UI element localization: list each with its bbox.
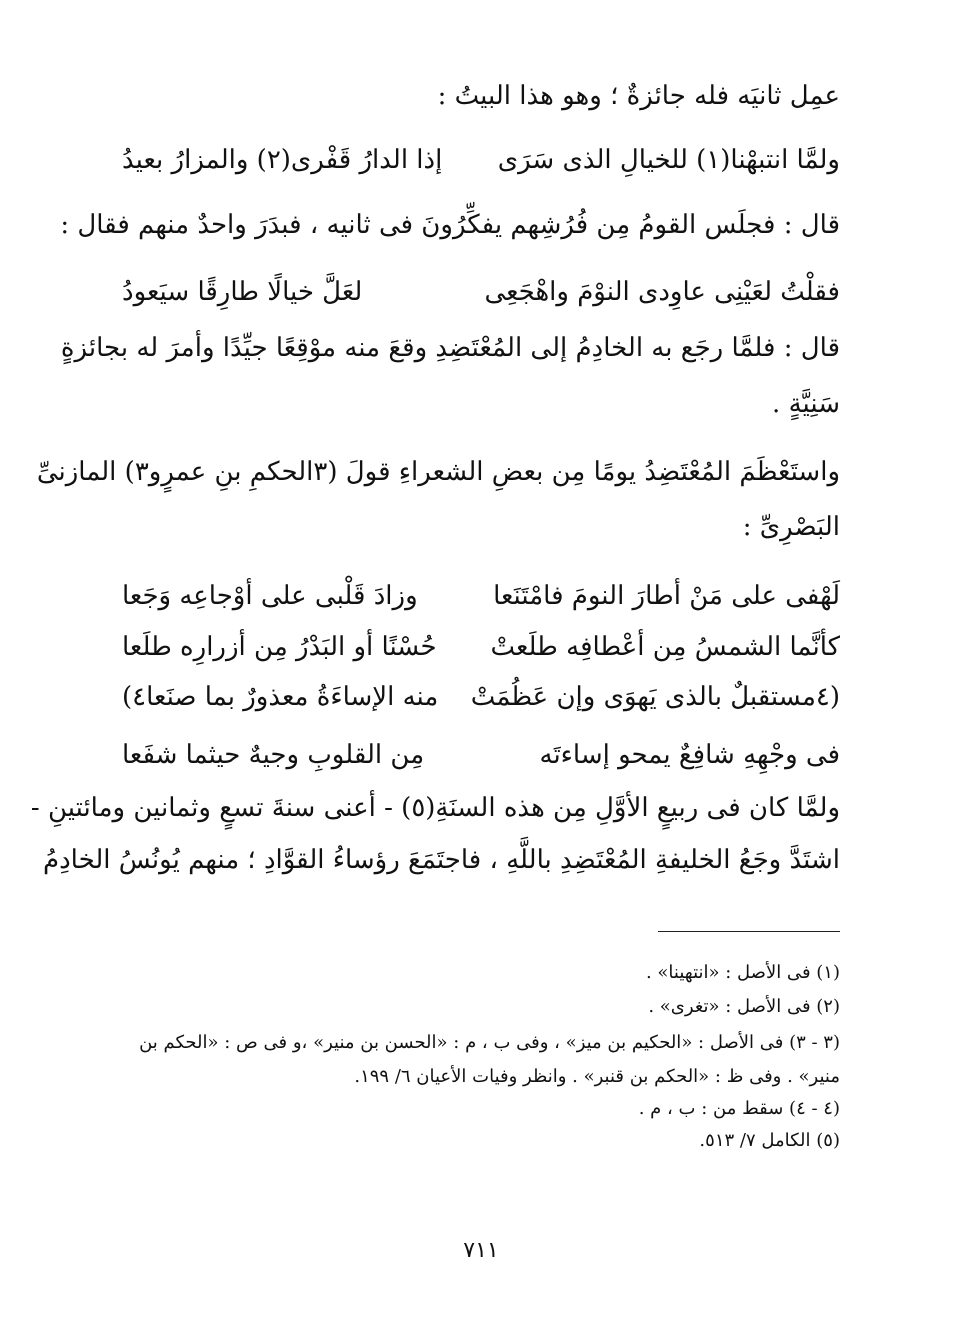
poem-verse <box>122 140 840 180</box>
verse-second-hemistich: منه الإساءَةُ معذورٌ بما صنَعا٤) <box>122 682 439 712</box>
verse-second-hemistich: إذا الدارُ قَفْرى(٢) والمزارُ بعيدُ <box>122 145 443 175</box>
verse-first-hemistich: ولمَّا انتبهْنا(١) للخيالِ الذى سَرَى <box>497 145 840 175</box>
footnote: (٣ - ٣) فى الأصل : «الحكيم بن ميز» ، وفى ب ، م : «الحسن بن منير» ،و فى ص : «الحكم بن <box>139 1032 840 1053</box>
footnote-separator <box>658 931 840 932</box>
verse-second-hemistich: وزادَ قَلْبى على أوْجاعِه وَجَعا <box>122 581 418 611</box>
text-line: ولمَّا كان فى ربيعٍ الأوَّلِ مِن هذه السنَةِ(٥) - أعنى سنةَ تسعٍ وثمانين ومائتينِ - <box>30 793 840 823</box>
text-line: البَصْرِىِّ : <box>742 512 840 542</box>
verse-first-hemistich: فقلْتُ لعَيْنِى عاوِدى النوْمَ واهْجَعِى <box>484 277 840 307</box>
verse-second-hemistich: لعَلَّ خيالًا طارِقًا سيَعودُ <box>122 277 363 307</box>
poem-verse <box>122 272 840 312</box>
verse-first-hemistich: (٤مستقبلٌ بالذى يَهوَى وإن عَظُمَتْ <box>470 682 840 712</box>
footnote-continuation: منير» . وفى ظ : «الحكم بن قنبر» . وانظر وفيات الأعيان ٦/ ١٩٩. <box>354 1066 840 1087</box>
poem-verse <box>122 735 840 775</box>
text-line: قال : فلمَّا رجَع به الخادِمُ إلى المُعْتَضِدِ وقعَ منه موْقِعًا جيِّدًا وأمرَ له بجائزةٍ <box>60 333 840 363</box>
text-line: قال : فجلَس القومُ مِن فُرُشِهم يفكِّرُونَ فى ثانيه ، فبدَرَ واحدٌ منهم فقال : <box>60 210 840 240</box>
footnote: (٥) الكامل ٧/ ٥١٣. <box>699 1130 840 1151</box>
footnote: (٢) فى الأصل : «تغرى» . <box>648 996 840 1017</box>
poem-verse <box>122 576 840 616</box>
poem-verse <box>122 677 840 717</box>
text-line: اشتَدَّ وجَعُ الخليفةِ المُعْتَضِدِ باللَّهِ ، فاجتَمَعَ رؤساءُ القوَّادِ ؛ منهم يُونُسُ الخادِمُ <box>42 845 840 875</box>
verse-second-hemistich: حُسْنًا أو البَدْرُ مِن أزرارِه طلَعا <box>122 632 437 662</box>
footnote: (٤ - ٤) سقط من : ب ، م . <box>638 1098 840 1119</box>
text-line: واستَعْظَمَ المُعْتَضِدُ يومًا مِن بعضِ الشعراءِ قولَ (٣الحكمِ بنِ عمرٍو٣) المازنىِّ <box>36 457 840 487</box>
verse-first-hemistich: فى وجْهِهِ شافِعٌ يمحو إساءتَه <box>539 740 840 770</box>
text-line: سَنِيَّةٍ . <box>772 389 840 419</box>
poem-verse <box>122 627 840 667</box>
text-line: عمِل ثانيَه فله جائزةٌ ؛ وهو هذا البيتُ : <box>437 81 840 111</box>
footnote: (١) فى الأصل : «انتهينا» . <box>645 962 840 983</box>
verse-first-hemistich: لَهْفى على مَنْ أطارَ النومَ فامْتَنَعا <box>493 581 840 611</box>
verse-first-hemistich: كأنَّما الشمسُ مِن أعْطافِه طلَعتْ <box>490 632 840 662</box>
page-number: ٧١١ <box>463 1238 499 1263</box>
verse-second-hemistich: مِن القلوبِ وجيهٌ حيثما شفَعا <box>122 740 425 770</box>
